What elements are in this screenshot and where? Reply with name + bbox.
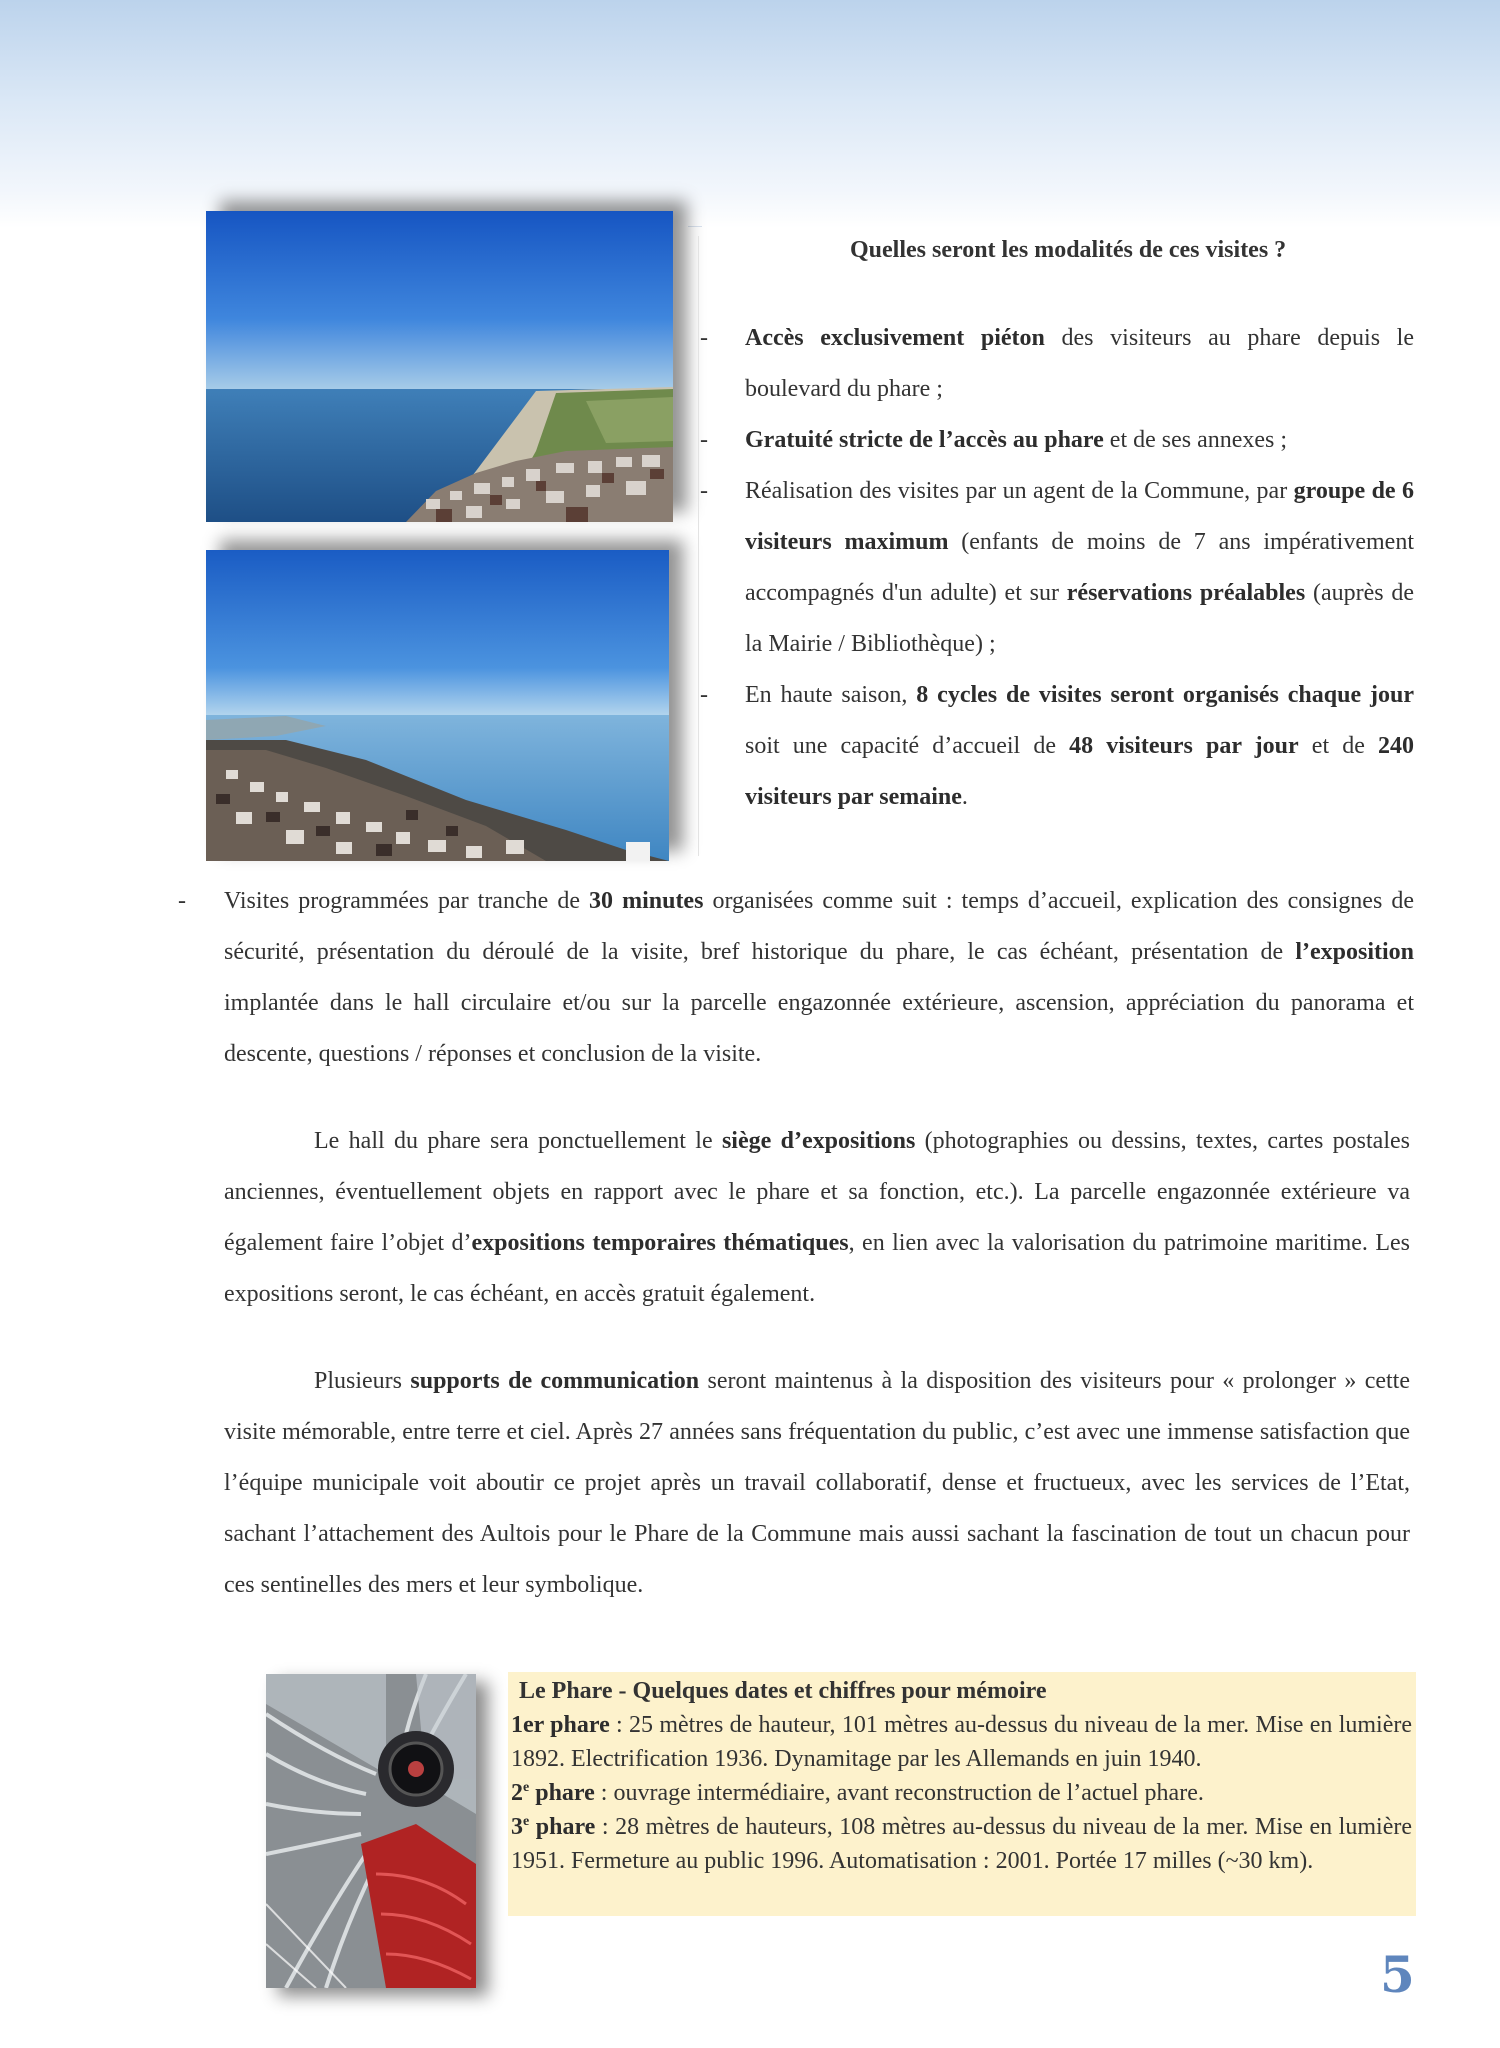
bold-text: groupe de 6 visiteurs maximum — [745, 478, 1414, 555]
bold-text: Accès exclusivement piéton — [745, 325, 1045, 351]
text-run: organisées comme suit : temps d’accueil, explication des consignes de sécurité, présentation du déroulé de la visite, bref historique du phare, le cas échéant, présentation de — [224, 888, 1415, 965]
bullet-dash: - — [700, 325, 708, 351]
fact-text: : ouvrage intermédiaire, avant reconstruction de l’actuel phare. — [594, 1780, 1204, 1806]
lighthouse-facts-box — [508, 1672, 1416, 1916]
side-divider — [698, 236, 699, 856]
list-item — [178, 876, 1414, 1080]
text-run: Plusieurs — [314, 1368, 411, 1394]
ordinal-superscript: e — [523, 1814, 530, 1829]
facts-title: Le Phare - Quelques dates et chiffres pour mémoire — [519, 1678, 1047, 1704]
text-run: Réalisation des visites par un agent de la Commune, par — [745, 478, 1294, 504]
fact-text: : 28 mètres de hauteurs, 108 mètres au-dessus du niveau de la mer. Mise en lumière 1951. Fermeture au public 1996. Automatisation : 2001. Portée 17 milles (~30 km). — [511, 1814, 1412, 1874]
fact-label — [511, 1780, 595, 1806]
bold-text: siège d’expositions — [721, 1128, 916, 1154]
list-item — [700, 415, 1414, 466]
fact-item — [511, 1708, 1412, 1776]
text-run: soit une capacité d’accueil de — [745, 733, 1070, 759]
text-run: implantée dans le hall circulaire et/ou sur la parcelle engazonnée extérieure, ascension, appréciation du panorama et descente, questions / réponses et conclusion de la visite. — [224, 990, 1414, 1067]
text-run: et de ses annexes ; — [1103, 427, 1288, 453]
fact-item — [511, 1776, 1412, 1810]
bold-text: 48 visiteurs par jour — [1069, 733, 1299, 759]
exhibitions-paragraph — [224, 1116, 1410, 1320]
list-item — [700, 466, 1414, 670]
bold-text: 8 cycles de visites seront organisés chaque jour — [916, 682, 1415, 708]
bold-text: 30 minutes — [589, 888, 704, 914]
bullet-dash: - — [700, 427, 708, 453]
text-run: Visites programmées par tranche de — [224, 888, 590, 914]
fact-label-word: phare — [529, 1814, 596, 1840]
text-run: , en lien avec la valorisation du patrimoine maritime. Les expositions seront, le cas échéant, en accès gratuit également. — [224, 1230, 1411, 1307]
bold-text: supports de communication — [410, 1368, 700, 1394]
text-run: . — [961, 784, 968, 810]
fact-label — [511, 1712, 610, 1738]
visit-conditions-list — [700, 313, 1414, 823]
fact-label-number: 3 — [511, 1814, 523, 1840]
bold-text: réservations préalables — [1066, 580, 1306, 606]
list-item — [700, 313, 1414, 415]
section-heading: Quelles seront les modalités de ces visites ? — [850, 237, 1287, 263]
text-run: des visiteurs au phare depuis le boulevard du phare ; — [745, 325, 1414, 402]
list-item — [700, 670, 1414, 823]
text-run: seront maintenus à la disposition des visiteurs pour « prolonger » cette visite mémorable, entre terre et ciel. Après 27 années sans fréquentation du public, c’est avec une immense satisfaction que l’équipe municipale voit aboutir ce projet après un travail collaboratif, dense et fructueux, avec les services de l’Etat, sachant l’attachement des Aultois pour le Phare de la Commune mais aussi sachant la fascination de tout un chacun pour ces sentinelles des mers et leur symbolique. — [224, 1368, 1410, 1598]
text-run: et de — [1298, 733, 1379, 759]
coastline-photo-middle — [206, 550, 669, 861]
ordinal-superscript: e — [523, 1780, 530, 1795]
text-run: (auprès de la Mairie / Bibliothèque) ; — [745, 580, 1415, 657]
text-run: (photographies ou dessins, textes, cartes postales anciennes, éventuellement objets en rapport avec le phare et sa fonction, etc.). La parcelle engazonnée extérieure va également faire l’objet d’ — [224, 1128, 1410, 1256]
header-divider — [688, 226, 702, 227]
visit-schedule-list — [178, 876, 1414, 1080]
header-band — [0, 0, 1500, 228]
fact-label-number: 2 — [511, 1780, 523, 1806]
fact-label — [511, 1814, 595, 1840]
lighthouse-lens-photo — [266, 1674, 476, 1988]
bold-text: Gratuité stricte de l’accès au phare — [745, 427, 1104, 453]
text-run: En haute saison, — [745, 682, 917, 708]
fact-item — [511, 1810, 1412, 1878]
text-run: (enfants de moins de 7 ans impérativement accompagnés d'un adulte) et sur — [745, 529, 1414, 606]
bold-text: expositions temporaires thématiques — [471, 1230, 849, 1256]
bullet-dash: - — [700, 682, 708, 708]
communication-paragraph — [224, 1356, 1410, 1611]
bold-text: 240 visiteurs par semaine — [745, 733, 1415, 810]
fact-label-word: phare — [529, 1780, 595, 1806]
fact-label-number: 1er phare — [511, 1712, 610, 1738]
bullet-dash: - — [178, 888, 186, 914]
coastline-photo-top — [206, 211, 673, 522]
page-number: 5 — [1380, 1945, 1415, 2004]
fact-text: : 25 mètres de hauteur, 101 mètres au-dessus du niveau de la mer. Mise en lumière 1892. Electrification 1936. Dynamitage par les Allemands en juin 1940. — [511, 1712, 1413, 1772]
bold-text: l’exposition — [1295, 939, 1414, 965]
text-run: Le hall du phare sera ponctuellement le — [314, 1128, 722, 1154]
bullet-dash: - — [700, 478, 708, 504]
